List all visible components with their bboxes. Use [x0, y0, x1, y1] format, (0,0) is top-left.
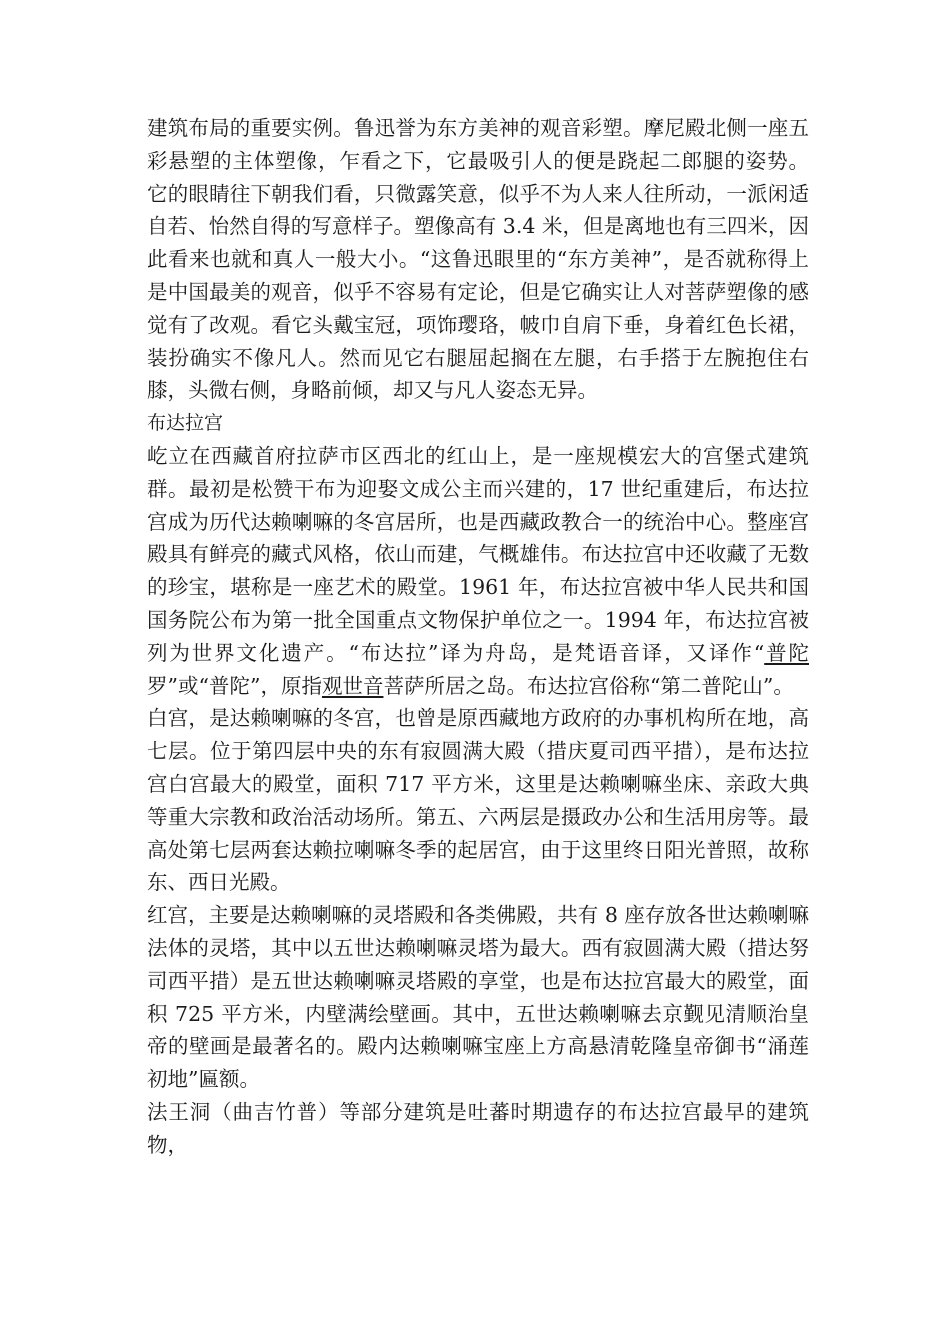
paragraph-text: 菩萨所居之岛。布达拉宫俗称“第二普陀山”。 — [383, 673, 794, 698]
paragraph-guanyin-statue: 建筑布局的重要实例。鲁迅誉为东方美神的观音彩塑。摩尼殿北侧一座五彩悬塑的主体塑像，乍看之下，它最吸引人的便是跷起二郎腿的姿势。 它的眼睛往下朝我们看，只微露笑意，似乎不为人来人往所动，一派闲适自若、怡然自得的写意样子。塑像高有 3.4 米，但是离地也有三四米，因此看来也就和真人一般大小。“这鲁迅眼里的“东方美神”，是否就称得上是中国最美的观音，似乎不容易有定论，但是它确实让人对菩萨塑像的感觉有了改观。看它头戴宝冠，项饰璎珞，帔巾自肩下垂，身着红色长裙，装扮确实不像凡人。然而见它右腿屈起搁在左腿，右手搭于左腕抱住右膝，头微右侧，身略前倾，却又与凡人姿态无异。 — [147, 116, 809, 403]
link-guanshiyin[interactable]: 观世音 — [321, 673, 384, 698]
section-heading-potala-palace: 布达拉宫 — [147, 412, 224, 435]
link-putuo[interactable]: 普陀 — [764, 640, 809, 665]
document-page — [147, 112, 809, 1162]
paragraph-red-palace: 红宫，主要是达赖喇嘛的灵塔殿和各类佛殿，共有 8 座存放各世达赖喇嘛法体的灵塔，其中以五世达赖喇嘛灵塔为最大。西有寂圆满大殿（措达努司西平措）是五世达赖喇嘛灵塔殿的享堂，也是布达拉宫最大的殿堂，面积 725 平方米，内壁满绘壁画。其中，五世达赖喇嘛去京觐见清顺治皇帝的壁画是最著名的。殿内达赖喇嘛宝座上方高悬清乾隆皇帝御书“涌莲初地”匾额。 — [147, 903, 809, 1092]
paragraph-dharma-king-cave: 法王洞（曲吉竹普）等部分建筑是吐蕃时期遗存的布达拉宫最早的建筑物， — [147, 1099, 809, 1157]
paragraph-white-palace: 白宫，是达赖喇嘛的冬宫，也曾是原西藏地方政府的办事机构所在地，高七层。位于第四层中央的东有寂圆满大殿（措庆夏司西平措），是布达拉宫白宫最大的殿堂，面积 717 平方米，这里是达赖喇嘛坐床、亲政大典等重大宗教和政治活动场所。第五、六两层是摄政办公和生活用房等。最高处第七层两套达赖拉喇嘛冬季的起居宫，由于这里终日阳光普照，故称东、西日光殿。 — [147, 706, 809, 895]
paragraph-text: 罗”或“普陀”，原指 — [147, 673, 322, 698]
paragraph-text: 屹立在西藏首府拉萨市区西北的红山上，是一座规模宏大的宫堡式建筑群。最初是松赞干布为迎娶文成公主而兴建的，17 世纪重建后，布达拉宫成为历代达赖喇嘛的冬宫居所，也是西藏政教合一的统治中心。整座宫殿具有鲜亮的藏式风格，依山而建，气概雄伟。布达拉宫中还收藏了无数的珍宝，堪称是一座艺术的殿堂。1961 年，布达拉宫被中华人民共和国国务院公布为第一批全国重点文物保护单位之一。1994 年，布达拉宫被列为世界文化遗产。“布达拉”译为舟岛，是梵语音译，又译作“ — [147, 443, 809, 665]
paragraph-potala-intro — [147, 440, 809, 702]
